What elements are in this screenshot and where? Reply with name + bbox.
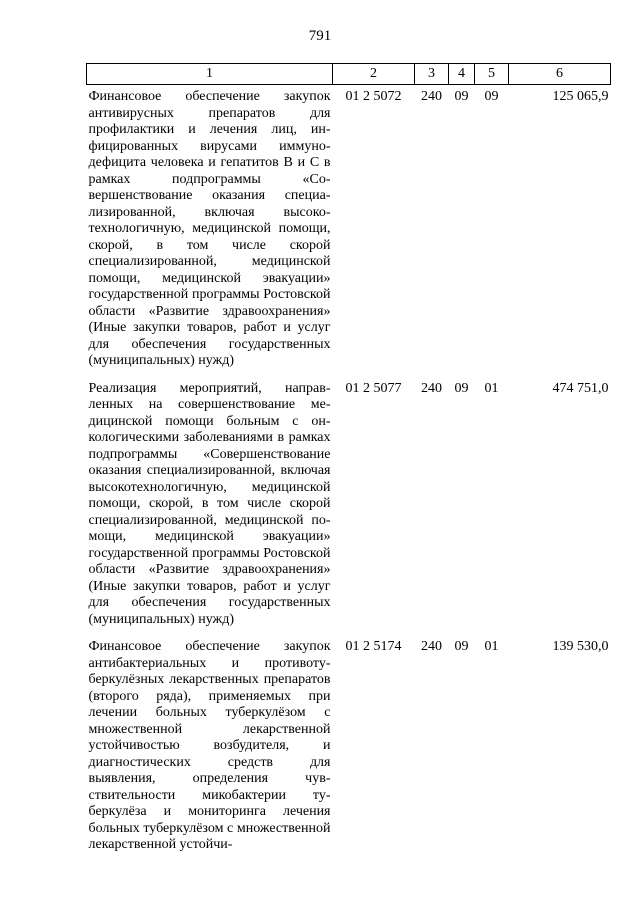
- table-row: [87, 635, 611, 861]
- row-subsection: 01: [484, 639, 499, 654]
- row-section: 09: [454, 380, 469, 396]
- row-target-code: 01 2 5077: [345, 380, 402, 396]
- header-col-5: 5: [475, 64, 509, 85]
- table-row: [87, 377, 611, 636]
- header-col-1: 1: [87, 64, 333, 85]
- table-row: [87, 85, 611, 377]
- header-col-4: 4: [449, 64, 475, 85]
- row-expense-type: 240: [421, 89, 442, 104]
- row-section: 09: [454, 89, 469, 104]
- row-section: 09: [454, 639, 469, 654]
- row-amount: 139 530,0: [552, 639, 609, 654]
- row-subsection: 01: [484, 380, 499, 396]
- row-amount: 474 751,0: [552, 380, 609, 396]
- table-header-row: [87, 64, 611, 85]
- row-subsection: 09: [484, 89, 499, 104]
- header-col-6: 6: [509, 64, 611, 85]
- page-number: 791: [308, 28, 332, 44]
- row-description: Финансовое обеспечение закупок антибактериальных и противотуберкулёзных лекарственных препаратов (второго ряда), применяемых при лечении больных туберкулёзом с множественной лекарственной устойчивостью возбудителя, и диагностических средств для выявления, определения чувствительности микобактерии туберкулёза и мониторинга лечения больных туберкулёзом с множественной лекарственной устойчи-: [88, 639, 331, 852]
- row-target-code: 01 2 5072: [345, 89, 402, 104]
- budget-table: [86, 63, 611, 861]
- row-expense-type: 240: [421, 639, 442, 654]
- row-expense-type: 240: [421, 380, 442, 396]
- row-target-code: 01 2 5174: [345, 639, 402, 654]
- header-col-2: 2: [333, 64, 415, 85]
- row-amount: 125 065,9: [552, 89, 609, 104]
- header-col-3: 3: [415, 64, 449, 85]
- row-description: Реализация мероприятий, направленных на совершенствование медицинской помощи больным с онкологическими заболеваниями в рамках подпрограммы «Совершенствование оказания специализированной, включая высокотехнологичную, медицинской помощи, скорой, в том числе скорой специализированной, медицинской помощи, медицинской эвакуации» государственной программы Ростовской области «Развитие здравоохранения» (Иные закупки товаров, работ и услуг для обеспечения государственных (муниципальных) нужд): [88, 380, 331, 627]
- row-description: Финансовое обеспечение закупок антивирусных препаратов для профилактики и лечения лиц, инфицированных вирусами иммунодефицита человека и гепатитов В и С в рамках подпрограммы «Совершенствование оказания специализированной, включая высокотехнологичную, медицинской помощи, скорой, в том числе скорой специализированной, медицинской помощи, медицинской эвакуации» государственной программы Ростовской области «Развитие здравоохранения» (Иные закупки товаров, работ и услуг для обеспечения государственных (муниципальных) нужд): [88, 89, 331, 368]
